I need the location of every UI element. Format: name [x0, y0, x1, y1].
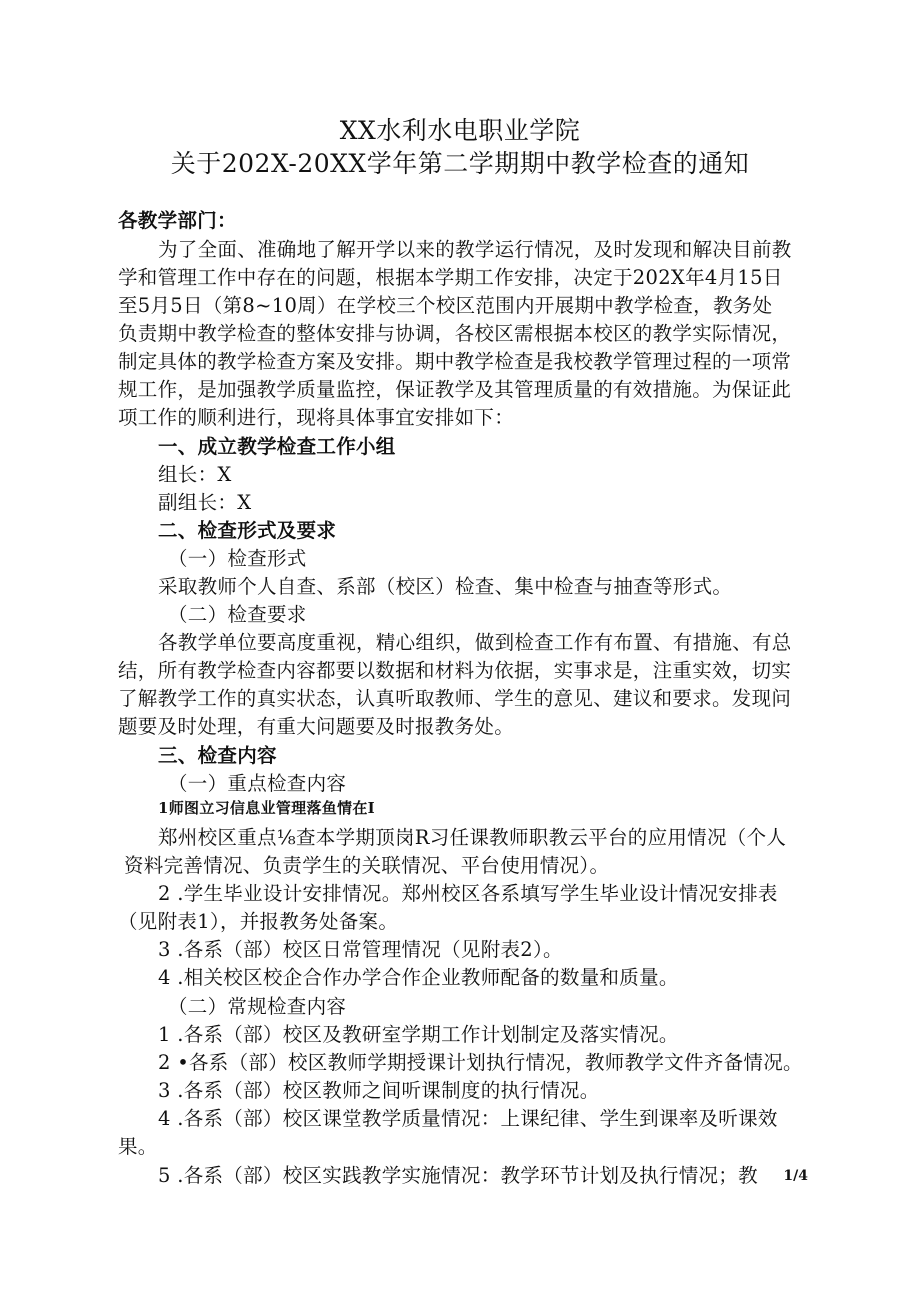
paragraph-line: 各教学单位要高度重视，精心组织，做到检查工作有布置、有措施、有总 [158, 631, 792, 654]
document-title-school: XX水利水电职业学院 [339, 116, 581, 145]
list-item: 1 .各系（部）校区及教研室学期工作计划制定及落实情况。 [158, 1023, 679, 1046]
paragraph-line: 题要及时处理，有重大问题要及时报教务处。 [118, 715, 515, 738]
intro-line: 负责期中教学检查的整体安排与协调，各校区需根据本校区的教学实际情况， [118, 322, 792, 345]
paragraph-line: 采取教师个人自查、系部（校区）检查、集中检查与抽查等形式。 [158, 575, 733, 598]
paragraph-line: 结，所有教学检查内容都要以数据和材料为依据，实事求是，注重实效，切实 [118, 659, 792, 682]
list-item: 2 •各系（部）校区教师学期授课计划执行情况，教师教学文件齐备情况。 [158, 1051, 803, 1074]
paragraph-line: 资料完善情况、负责学生的关联情况、平台使用情况）。 [124, 854, 610, 877]
group-deputy-leader: 副组长：X [158, 491, 252, 514]
intro-line: 为了全面、准确地了解开学以来的教学运行情况，及时发现和解决目前教 [158, 238, 792, 261]
subsection-heading: （二）检查要求 [168, 603, 307, 626]
list-item: 2 .学生毕业设计安排情况。郑州校区各系填写学生毕业设计情况安排表 [158, 882, 778, 905]
group-leader: 组长：X [158, 463, 232, 486]
intro-line: 项工作的顺利进行，现将具体事宜安排如下： [118, 406, 515, 429]
salutation: 各教学部门： [118, 209, 237, 232]
subsection-heading: （一）检查形式 [168, 547, 307, 570]
list-item: 5 .各系（部）校区实践教学实施情况：教学环节计划及执行情况；教 [158, 1164, 758, 1187]
list-item: 4 .相关校区校企合作办学合作企业教师配备的数量和质量。 [158, 966, 679, 989]
intro-line: 制定具体的教学检查方案及安排。期中教学检查是我校教学管理过程的一项常 [118, 350, 792, 373]
page-number: 1/4 [783, 1168, 808, 1184]
list-item: 4 .各系（部）校区课堂教学质量情况：上课纪律、学生到课率及听课效 [158, 1107, 778, 1130]
section-heading: 三、检查内容 [158, 744, 277, 767]
paragraph-line: 郑州校区重点⅛查本学期顶岗R习任课教师职教云平台的应用情况（个人 [158, 826, 787, 849]
paragraph-line: 果。 [118, 1135, 158, 1158]
document-title-notice: 关于202X-20XX学年第二学期期中教学检查的通知 [170, 149, 750, 178]
subsection-heading: （一）重点检查内容 [168, 772, 347, 795]
intro-line: 规工作，是加强教学质量监控，保证教学及其管理质量的有效措施。为保证此 [118, 378, 792, 401]
section-heading: 一、成立教学检查工作小组 [158, 435, 396, 458]
intro-line: 学和管理工作中存在的问题，根据本学期工作安排，决定于202X年4月15日 [118, 266, 783, 289]
paragraph-line: 了解教学工作的真实状态，认真听取教师、学生的意见、建议和要求。发现问 [118, 687, 792, 710]
paragraph-line: （见附表1），并报教务处备案。 [118, 910, 399, 933]
section-heading: 二、检查形式及要求 [158, 519, 337, 542]
intro-line: 至5月5日（第8~10周）在学校三个校区范围内开展期中教学检查，教务处 [118, 294, 773, 317]
list-item: 3 .各系（部）校区教师之间听课制度的执行情况。 [158, 1079, 600, 1102]
subsection-heading: （二）常规检查内容 [168, 995, 347, 1018]
list-item-title: 1师图立习信息业管理落鱼情在I [158, 799, 375, 817]
list-item: 3 .各系（部）校区日常管理情况（见附表2）。 [158, 938, 563, 961]
